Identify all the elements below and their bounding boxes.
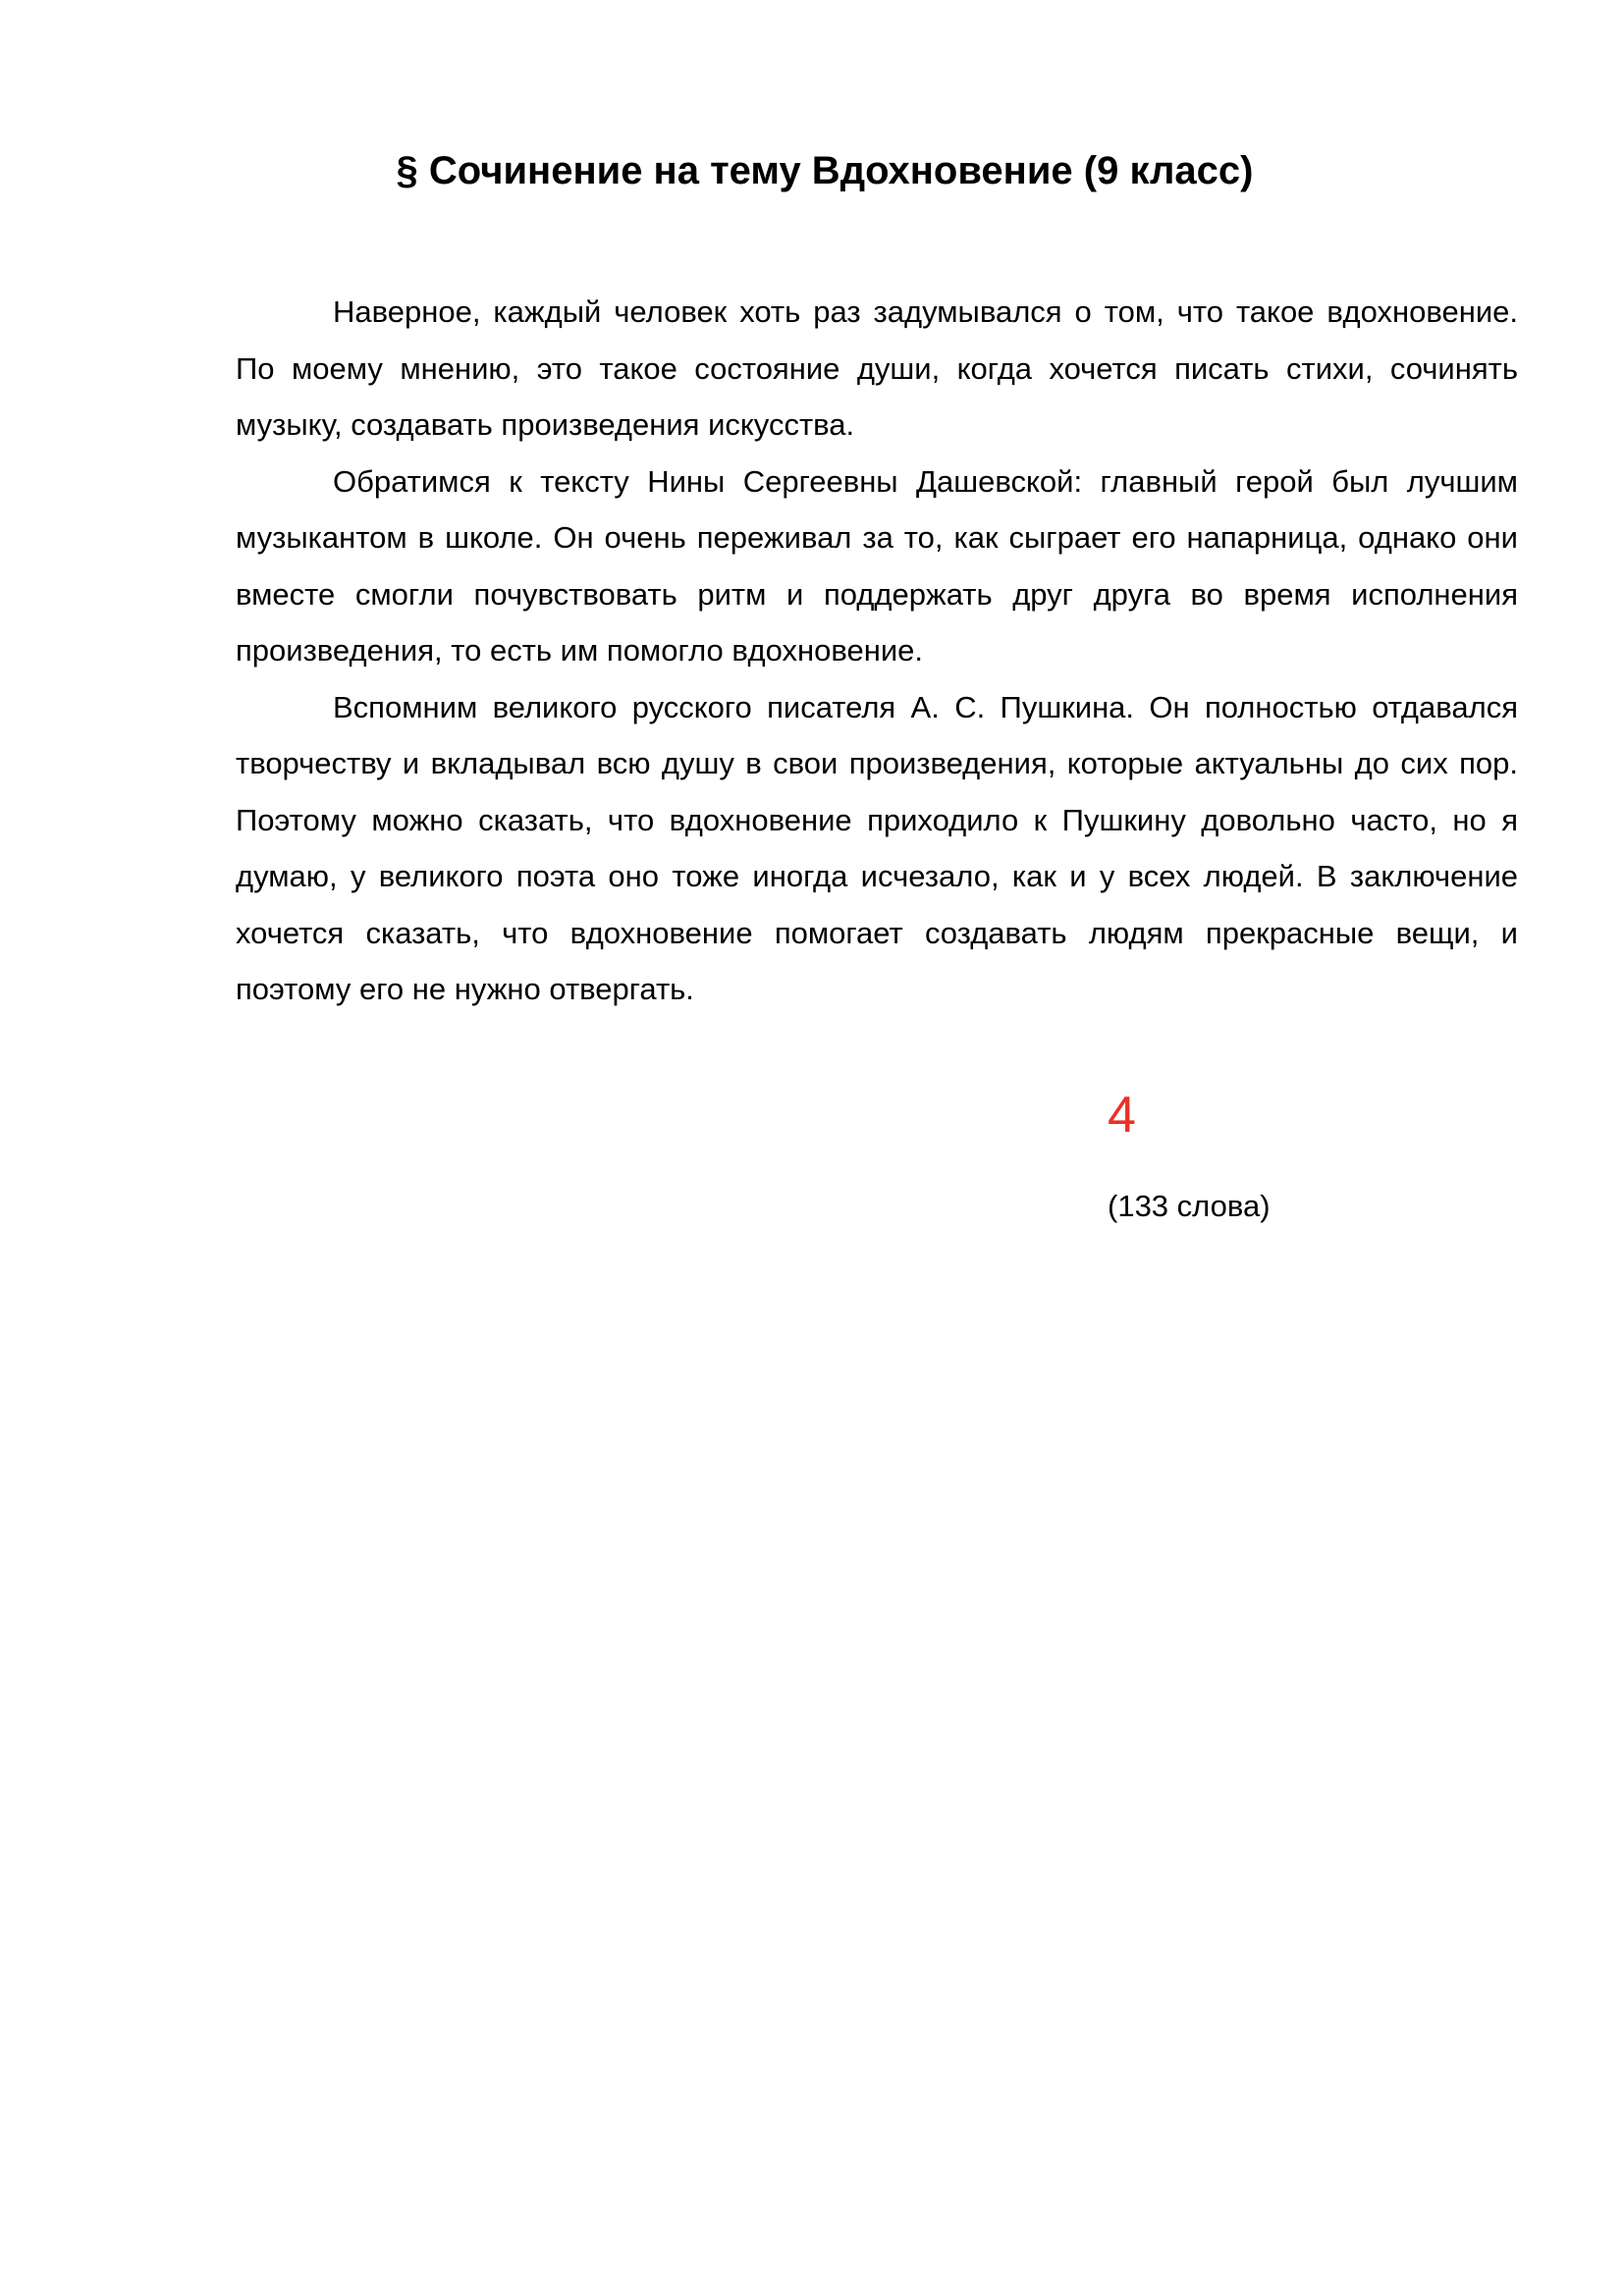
essay-body (236, 284, 1518, 1018)
essay-paragraph-3: Вспомним великого русского писателя А. С. Пушкина. Он полностью отдавался творчеству и вкладывал всю душу в свои произведения, которые актуальны до сих пор. Поэтому можно сказать, что вдохновение приходило к Пушкину довольно часто, но я думаю, у великого поэта оно тоже иногда исчезало, как и у всех людей. В заключение хочется сказать, что вдохновение помогает создавать людям прекрасные вещи, и поэтому его не нужно отвергать. (236, 689, 1518, 1006)
word-count: (133 слова) (1108, 1189, 1271, 1223)
grade-mark: 4 (1108, 1087, 1136, 1144)
essay-paragraph-1: Наверное, каждый человек хоть раз задумывался о том, что такое вдохновение. По моему мнению, это такое состояние души, когда хочется писать стихи, сочинять музыку, создавать произведения искусства. (236, 294, 1518, 442)
essay-title: § Сочинение на тему Вдохновение (9 класс) (396, 149, 1254, 192)
essay-paragraph-2: Обратимся к тексту Нины Сергеевны Дашевской: главный герой был лучшим музыкантом в школе. Он очень переживал за то, как сыграет его напарница, однако они вместе смогли почувствовать ритм и поддержать друг друга во время исполнения произведения, то есть им помогло вдохновение. (236, 463, 1518, 667)
